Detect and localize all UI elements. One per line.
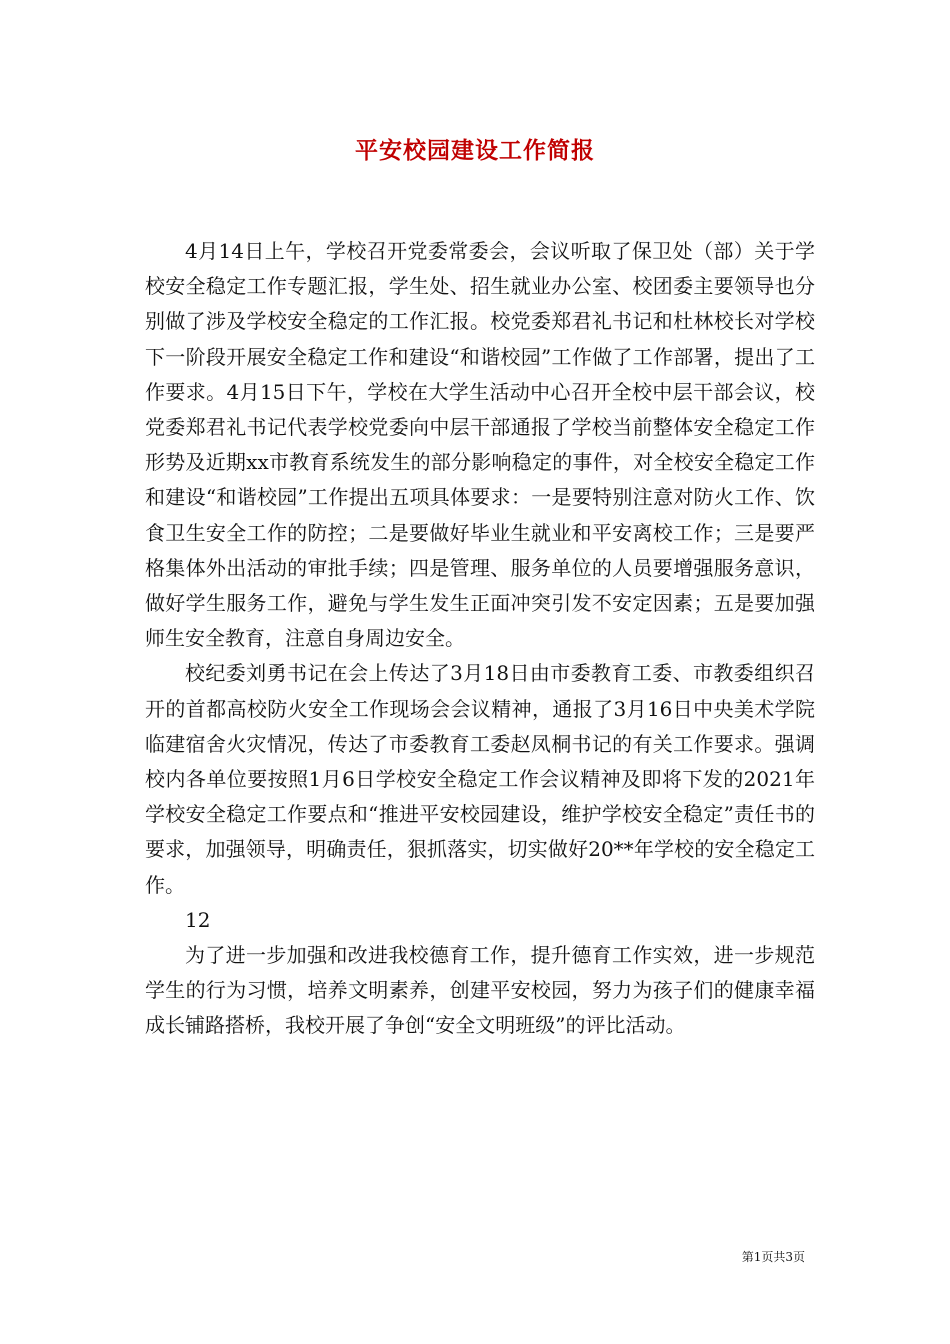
page-number-footer: 第1页共3页	[741, 1250, 805, 1264]
paragraph: 4月14日上午，学校召开党委常委会，会议听取了保卫处（部）关于学校安全稳定工作专题汇报，学生处、招生就业办公室、校团委主要领导也分别做了涉及学校安全稳定的工作汇报。校党委郑君礼书记和杜林校长对学校下一阶段开展安全稳定工作和建设“和谐校园”工作做了工作部署，提出了工作要求。4月15日下午，学校在大学生活动中心召开全校中层干部会议，校党委郑君礼书记代表学校党委向中层干部通报了学校当前整体安全稳定工作形势及近期xx市教育系统发生的部分影响稳定的事件，对全校安全稳定工作和建设“和谐校园”工作提出五项具体要求：一是要特别注意对防火工作、饮食卫生安全工作的防控；二是要做好毕业生就业和平安离校工作；三是要严格集体外出活动的审批手续；四是管理、服务单位的人员要增强服务意识，做好学生服务工作，避免与学生发生正面冲突引发不安定因素；五是要加强师生安全教育，注意自身周边安全。	[145, 239, 815, 651]
document-title: 平安校园建设工作简报	[355, 137, 595, 164]
paragraph: 为了进一步加强和改进我校德育工作，提升德育工作实效，进一步规范学生的行为习惯，培养文明素养，创建平安校园，努力为孩子们的健康幸福成长铺路搭桥，我校开展了争创“安全文明班级”的评比活动。	[145, 943, 815, 1038]
document-body	[145, 234, 815, 1044]
paragraph: 校纪委刘勇书记在会上传达了3月18日由市委教育工委、市教委组织召开的首都高校防火安全工作现场会会议精神，通报了3月16日中央美术学院临建宿舍火灾情况，传达了市委教育工委赵凤桐书记的有关工作要求。强调校内各单位要按照1月6日学校安全稳定工作会议精神及即将下发的2021年学校安全稳定工作要点和“推进平安校园建设，维护学校安全稳定”责任书的要求，加强领导，明确责任，狠抓落实，切实做好20**年学校的安全稳定工作。	[145, 661, 815, 897]
paragraph-number: 12	[185, 907, 211, 932]
